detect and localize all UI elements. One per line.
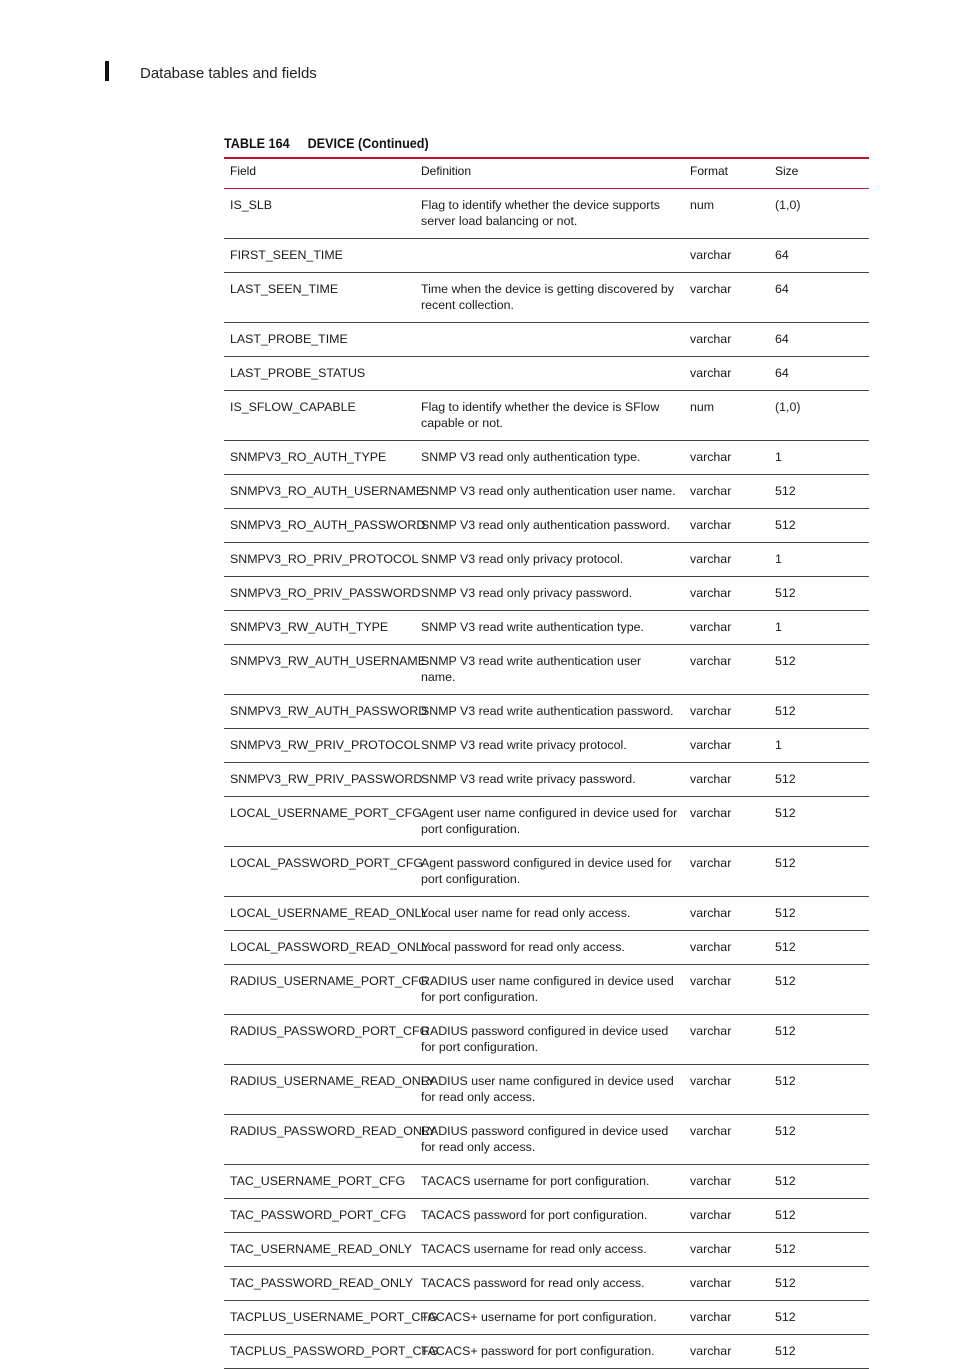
cell-size: 64 bbox=[769, 273, 869, 323]
cell-size: 512 bbox=[769, 695, 869, 729]
cell-field: TAC_USERNAME_PORT_CFG bbox=[224, 1165, 415, 1199]
cell-definition: Local user name for read only access. bbox=[415, 897, 684, 931]
table-row bbox=[224, 239, 869, 273]
cell-size: (1,0) bbox=[769, 189, 869, 239]
table-header-row bbox=[224, 158, 869, 189]
cell-definition: RADIUS password configured in device used for port configuration. bbox=[415, 1015, 684, 1065]
cell-definition: Time when the device is getting discovered by recent collection. bbox=[415, 273, 684, 323]
cell-field: LOCAL_PASSWORD_PORT_CFG bbox=[224, 847, 415, 897]
table-row bbox=[224, 1233, 869, 1267]
cell-field: SNMPV3_RW_AUTH_TYPE bbox=[224, 611, 415, 645]
cell-format: varchar bbox=[684, 695, 769, 729]
cell-field: TACPLUS_PASSWORD_PORT_CFG bbox=[224, 1335, 415, 1369]
cell-definition bbox=[415, 323, 684, 357]
cell-size: 512 bbox=[769, 577, 869, 611]
cell-size: 512 bbox=[769, 1199, 869, 1233]
cell-field: SNMPV3_RO_PRIV_PASSWORD bbox=[224, 577, 415, 611]
cell-definition: TACACS username for port configuration. bbox=[415, 1165, 684, 1199]
table-row bbox=[224, 1267, 869, 1301]
cell-format: varchar bbox=[684, 509, 769, 543]
device-table bbox=[224, 157, 869, 1369]
table-row bbox=[224, 897, 869, 931]
cell-field: FIRST_SEEN_TIME bbox=[224, 239, 415, 273]
table-row bbox=[224, 273, 869, 323]
cell-size: 512 bbox=[769, 965, 869, 1015]
cell-format: varchar bbox=[684, 1165, 769, 1199]
cell-size: 1 bbox=[769, 441, 869, 475]
cell-field: SNMPV3_RO_AUTH_PASSWORD bbox=[224, 509, 415, 543]
cell-format: varchar bbox=[684, 357, 769, 391]
cell-field: SNMPV3_RW_PRIV_PASSWORD bbox=[224, 763, 415, 797]
cell-field: RADIUS_PASSWORD_PORT_CFG bbox=[224, 1015, 415, 1065]
cell-format: varchar bbox=[684, 543, 769, 577]
table-row bbox=[224, 729, 869, 763]
cell-format: varchar bbox=[684, 1335, 769, 1369]
cell-definition: SNMP V3 read write authentication user name. bbox=[415, 645, 684, 695]
cell-field: TACPLUS_USERNAME_PORT_CFG bbox=[224, 1301, 415, 1335]
table-row bbox=[224, 323, 869, 357]
cell-size: 512 bbox=[769, 931, 869, 965]
cell-format: num bbox=[684, 189, 769, 239]
table-row bbox=[224, 475, 869, 509]
cell-definition: SNMP V3 read write authentication type. bbox=[415, 611, 684, 645]
header-marker-bar bbox=[105, 61, 109, 81]
cell-field: RADIUS_PASSWORD_READ_ONLY bbox=[224, 1115, 415, 1165]
cell-format: varchar bbox=[684, 441, 769, 475]
table-row bbox=[224, 797, 869, 847]
cell-size: 512 bbox=[769, 897, 869, 931]
cell-format: varchar bbox=[684, 1015, 769, 1065]
cell-format: varchar bbox=[684, 577, 769, 611]
cell-field: LOCAL_USERNAME_PORT_CFG bbox=[224, 797, 415, 847]
cell-size: 1 bbox=[769, 543, 869, 577]
cell-size: 512 bbox=[769, 509, 869, 543]
cell-format: varchar bbox=[684, 1115, 769, 1165]
cell-definition: SNMP V3 read only privacy protocol. bbox=[415, 543, 684, 577]
cell-format: varchar bbox=[684, 1301, 769, 1335]
cell-field: TAC_PASSWORD_READ_ONLY bbox=[224, 1267, 415, 1301]
cell-field: RADIUS_USERNAME_PORT_CFG bbox=[224, 965, 415, 1015]
cell-field: SNMPV3_RW_AUTH_PASSWORD bbox=[224, 695, 415, 729]
cell-format: varchar bbox=[684, 475, 769, 509]
cell-definition: SNMP V3 read write authentication password. bbox=[415, 695, 684, 729]
table-row bbox=[224, 695, 869, 729]
cell-format: varchar bbox=[684, 897, 769, 931]
cell-format: varchar bbox=[684, 273, 769, 323]
table-row bbox=[224, 189, 869, 239]
column-header-field: Field bbox=[224, 158, 415, 189]
cell-field: LAST_SEEN_TIME bbox=[224, 273, 415, 323]
table-caption-title: DEVICE (Continued) bbox=[307, 135, 429, 151]
cell-definition: Agent password configured in device used for port configuration. bbox=[415, 847, 684, 897]
cell-format: varchar bbox=[684, 965, 769, 1015]
table-row bbox=[224, 357, 869, 391]
cell-size: 512 bbox=[769, 797, 869, 847]
cell-size: 512 bbox=[769, 1301, 869, 1335]
cell-definition bbox=[415, 357, 684, 391]
table-body bbox=[224, 189, 869, 1369]
table-row bbox=[224, 1301, 869, 1335]
cell-format: varchar bbox=[684, 1267, 769, 1301]
cell-format: varchar bbox=[684, 645, 769, 695]
cell-field: LOCAL_PASSWORD_READ_ONLY bbox=[224, 931, 415, 965]
table-caption-label: TABLE 164 bbox=[224, 135, 290, 151]
cell-definition: SNMP V3 read only authentication password. bbox=[415, 509, 684, 543]
table-row bbox=[224, 1165, 869, 1199]
cell-size: 512 bbox=[769, 1015, 869, 1065]
cell-field: LOCAL_USERNAME_READ_ONLY bbox=[224, 897, 415, 931]
cell-definition: SNMP V3 read write privacy password. bbox=[415, 763, 684, 797]
table-row bbox=[224, 763, 869, 797]
cell-size: 512 bbox=[769, 1065, 869, 1115]
cell-definition: SNMP V3 read only authentication user name. bbox=[415, 475, 684, 509]
table-row bbox=[224, 931, 869, 965]
cell-definition: Local password for read only access. bbox=[415, 931, 684, 965]
table-caption bbox=[224, 135, 429, 151]
column-header-definition: Definition bbox=[415, 158, 684, 189]
cell-field: LAST_PROBE_STATUS bbox=[224, 357, 415, 391]
cell-format: varchar bbox=[684, 797, 769, 847]
table-row bbox=[224, 1015, 869, 1065]
cell-definition: TACACS username for read only access. bbox=[415, 1233, 684, 1267]
table-row bbox=[224, 391, 869, 441]
cell-field: SNMPV3_RO_PRIV_PROTOCOL bbox=[224, 543, 415, 577]
table-row bbox=[224, 441, 869, 475]
cell-size: 1 bbox=[769, 611, 869, 645]
table-row bbox=[224, 577, 869, 611]
cell-definition: SNMP V3 read only authentication type. bbox=[415, 441, 684, 475]
cell-size: 64 bbox=[769, 357, 869, 391]
cell-field: LAST_PROBE_TIME bbox=[224, 323, 415, 357]
table-row bbox=[224, 1115, 869, 1165]
cell-size: 512 bbox=[769, 1165, 869, 1199]
cell-field: TAC_USERNAME_READ_ONLY bbox=[224, 1233, 415, 1267]
cell-definition bbox=[415, 239, 684, 273]
cell-size: 512 bbox=[769, 1233, 869, 1267]
cell-definition: Agent user name configured in device used for port configuration. bbox=[415, 797, 684, 847]
column-header-format: Format bbox=[684, 158, 769, 189]
table-row bbox=[224, 1199, 869, 1233]
cell-size: 512 bbox=[769, 763, 869, 797]
cell-format: varchar bbox=[684, 763, 769, 797]
cell-field: TAC_PASSWORD_PORT_CFG bbox=[224, 1199, 415, 1233]
table-row bbox=[224, 543, 869, 577]
cell-size: 512 bbox=[769, 645, 869, 695]
table-row bbox=[224, 509, 869, 543]
table-row bbox=[224, 611, 869, 645]
cell-format: varchar bbox=[684, 729, 769, 763]
cell-definition: TACACS password for port configuration. bbox=[415, 1199, 684, 1233]
cell-definition: RADIUS user name configured in device used for port configuration. bbox=[415, 965, 684, 1015]
cell-size: 64 bbox=[769, 239, 869, 273]
table-row bbox=[224, 645, 869, 695]
cell-field: SNMPV3_RO_AUTH_USERNAME bbox=[224, 475, 415, 509]
cell-format: num bbox=[684, 391, 769, 441]
cell-size: 512 bbox=[769, 847, 869, 897]
cell-definition: RADIUS user name configured in device used for read only access. bbox=[415, 1065, 684, 1115]
cell-definition: TACACS password for read only access. bbox=[415, 1267, 684, 1301]
cell-definition: SNMP V3 read only privacy password. bbox=[415, 577, 684, 611]
cell-format: varchar bbox=[684, 847, 769, 897]
cell-field: SNMPV3_RO_AUTH_TYPE bbox=[224, 441, 415, 475]
cell-size: 64 bbox=[769, 323, 869, 357]
cell-size: 512 bbox=[769, 1335, 869, 1369]
table-row bbox=[224, 965, 869, 1015]
cell-size: 1 bbox=[769, 729, 869, 763]
cell-field: SNMPV3_RW_AUTH_USERNAME bbox=[224, 645, 415, 695]
cell-size: (1,0) bbox=[769, 391, 869, 441]
column-header-size: Size bbox=[769, 158, 869, 189]
cell-format: varchar bbox=[684, 1065, 769, 1115]
cell-definition: Flag to identify whether the device is SFlow capable or not. bbox=[415, 391, 684, 441]
cell-field: IS_SFLOW_CAPABLE bbox=[224, 391, 415, 441]
cell-definition: TACACS+ password for port configuration. bbox=[415, 1335, 684, 1369]
cell-format: varchar bbox=[684, 1199, 769, 1233]
cell-format: varchar bbox=[684, 1233, 769, 1267]
running-header: Database tables and fields bbox=[140, 65, 317, 82]
cell-format: varchar bbox=[684, 323, 769, 357]
cell-field: IS_SLB bbox=[224, 189, 415, 239]
cell-format: varchar bbox=[684, 931, 769, 965]
table-header bbox=[224, 158, 869, 189]
cell-definition: Flag to identify whether the device supports server load balancing or not. bbox=[415, 189, 684, 239]
cell-definition: SNMP V3 read write privacy protocol. bbox=[415, 729, 684, 763]
cell-format: varchar bbox=[684, 239, 769, 273]
table-row bbox=[224, 847, 869, 897]
cell-size: 512 bbox=[769, 475, 869, 509]
cell-definition: TACACS+ username for port configuration. bbox=[415, 1301, 684, 1335]
cell-format: varchar bbox=[684, 611, 769, 645]
cell-field: RADIUS_USERNAME_READ_ONLY bbox=[224, 1065, 415, 1115]
cell-size: 512 bbox=[769, 1115, 869, 1165]
cell-field: SNMPV3_RW_PRIV_PROTOCOL bbox=[224, 729, 415, 763]
table-row bbox=[224, 1065, 869, 1115]
cell-size: 512 bbox=[769, 1267, 869, 1301]
cell-definition: RADIUS password configured in device used for read only access. bbox=[415, 1115, 684, 1165]
table-row bbox=[224, 1335, 869, 1369]
